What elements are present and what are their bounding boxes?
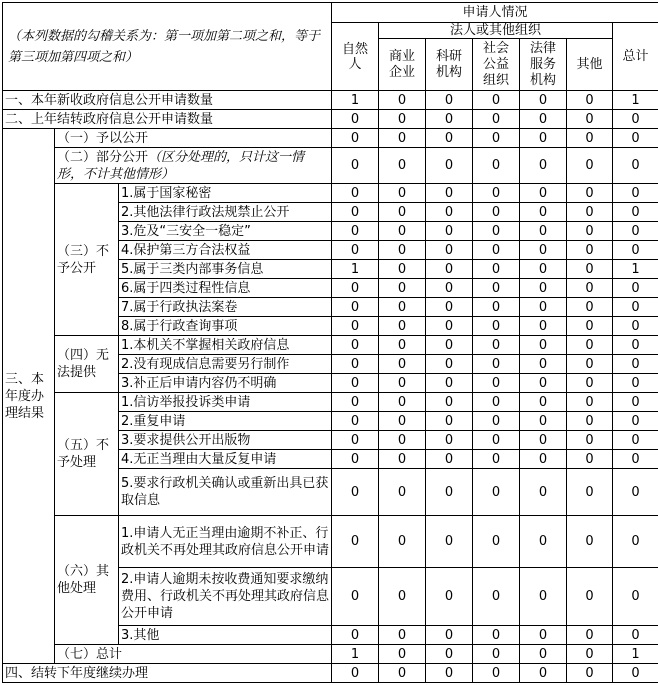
value-cell: 0: [379, 374, 426, 393]
value-cell: 0: [332, 317, 379, 336]
value-cell: 0: [520, 568, 567, 626]
value-cell: 0: [332, 241, 379, 260]
value-cell: 0: [332, 374, 379, 393]
value-cell: 0: [332, 664, 379, 683]
value-cell: 0: [520, 393, 567, 412]
value-cell: 0: [613, 279, 658, 298]
value-cell: 1: [332, 91, 379, 110]
value-cell: 0: [379, 516, 426, 568]
value-cell: 0: [520, 516, 567, 568]
group-label-other-handling: （六）其他处理: [55, 516, 119, 645]
value-cell: 0: [426, 148, 473, 184]
value-cell: 0: [332, 469, 379, 516]
value-cell: 0: [379, 431, 426, 450]
row-label: 2.申请人逾期未按收费通知要求缴纳费用、行政机关不再处理其政府信息公开申请: [119, 568, 332, 626]
row-label: （七）总计: [55, 645, 332, 664]
value-cell: 0: [520, 469, 567, 516]
value-cell: 0: [520, 664, 567, 683]
value-cell: 0: [473, 222, 520, 241]
table-row-no-correction: [3, 516, 658, 568]
value-cell: 0: [567, 431, 613, 450]
value-cell: 0: [426, 568, 473, 626]
value-cell: 0: [332, 393, 379, 412]
value-cell: 0: [379, 317, 426, 336]
value-cell: 0: [473, 91, 520, 110]
table-row-petition-type: [3, 393, 658, 412]
value-cell: 0: [473, 184, 520, 203]
value-cell: 0: [520, 241, 567, 260]
value-cell: 0: [473, 110, 520, 129]
value-cell: 0: [332, 222, 379, 241]
header-row-applicant: [3, 3, 658, 23]
group-label-not-processed: （五）不予处理: [55, 393, 119, 516]
value-cell: 0: [473, 374, 520, 393]
value-cell: 0: [613, 241, 658, 260]
value-cell: 0: [426, 222, 473, 241]
table-row-not-held: [3, 336, 658, 355]
row-label: 6.属于四类过程性信息: [119, 279, 332, 298]
value-cell: 0: [473, 317, 520, 336]
value-cell: 0: [379, 645, 426, 664]
header-col-research: 科研机构: [426, 39, 473, 91]
value-cell: 0: [520, 336, 567, 355]
table-row-carry-next-year: [3, 664, 658, 683]
value-cell: 0: [473, 148, 520, 184]
value-cell: 0: [613, 626, 658, 645]
value-cell: 0: [567, 260, 613, 279]
value-cell: 0: [426, 645, 473, 664]
value-cell: 0: [567, 568, 613, 626]
value-cell: 0: [473, 298, 520, 317]
value-cell: 0: [567, 148, 613, 184]
value-cell: 0: [379, 450, 426, 469]
row-label: 1.申请人无正当理由逾期不补正、行政机关不再处理其政府信息公开申请: [119, 516, 332, 568]
value-cell: 0: [473, 412, 520, 431]
value-cell: 0: [613, 393, 658, 412]
value-cell: 0: [567, 374, 613, 393]
value-cell: 0: [426, 626, 473, 645]
header-col-business: 商业企业: [379, 39, 426, 91]
value-cell: 1: [332, 260, 379, 279]
row-label: 3.补正后申请内容仍不明确: [119, 374, 332, 393]
row-label-note: （区分处理的，只计这一情形，不计其他情形）: [57, 150, 304, 182]
value-cell: 0: [567, 355, 613, 374]
value-cell: 0: [426, 279, 473, 298]
value-cell: 0: [520, 355, 567, 374]
value-cell: 0: [473, 450, 520, 469]
group-label-not-disclosed: （三）不予公开: [55, 184, 119, 336]
value-cell: 1: [613, 260, 658, 279]
row-label-text: （二）部分公开: [57, 150, 148, 165]
value-cell: 0: [473, 260, 520, 279]
table-row-partially-granted: [3, 148, 658, 184]
header-legal-org-group: 法人或其他组织: [379, 23, 613, 39]
value-cell: 0: [426, 469, 473, 516]
value-cell: 0: [426, 129, 473, 148]
row-label: 3.危及“三安全一稳定”: [119, 222, 332, 241]
value-cell: 0: [567, 241, 613, 260]
value-cell: 0: [520, 129, 567, 148]
row-label: 4.保护第三方合法权益: [119, 241, 332, 260]
value-cell: 0: [332, 184, 379, 203]
value-cell: 0: [332, 568, 379, 626]
value-cell: 0: [613, 184, 658, 203]
row-label: 二、上年结转政府信息公开申请数量: [3, 110, 332, 129]
value-cell: 0: [426, 374, 473, 393]
value-cell: 0: [473, 355, 520, 374]
value-cell: 1: [332, 645, 379, 664]
value-cell: 0: [473, 469, 520, 516]
value-cell: 0: [332, 129, 379, 148]
row-label: 8.属于行政查询事项: [119, 317, 332, 336]
row-label: 2.没有现成信息需要另行制作: [119, 355, 332, 374]
value-cell: 0: [520, 645, 567, 664]
value-cell: 0: [426, 203, 473, 222]
value-cell: 0: [379, 298, 426, 317]
value-cell: 1: [613, 91, 658, 110]
value-cell: 0: [426, 431, 473, 450]
value-cell: 0: [426, 91, 473, 110]
value-cell: 0: [567, 450, 613, 469]
value-cell: 0: [426, 260, 473, 279]
value-cell: 0: [567, 317, 613, 336]
value-cell: 0: [379, 412, 426, 431]
value-cell: 0: [473, 626, 520, 645]
value-cell: 0: [613, 298, 658, 317]
row-label: 4.无正当理由大量反复申请: [119, 450, 332, 469]
value-cell: 0: [567, 110, 613, 129]
value-cell: 0: [473, 336, 520, 355]
section-label-annual-result: 三、本年度办理结果: [3, 129, 55, 664]
value-cell: 0: [379, 110, 426, 129]
value-cell: 0: [567, 412, 613, 431]
value-cell: 0: [379, 241, 426, 260]
value-cell: 0: [379, 279, 426, 298]
value-cell: 0: [520, 298, 567, 317]
value-cell: 0: [332, 298, 379, 317]
value-cell: 0: [426, 412, 473, 431]
value-cell: 0: [473, 516, 520, 568]
value-cell: 0: [473, 279, 520, 298]
value-cell: 0: [520, 431, 567, 450]
value-cell: 0: [567, 298, 613, 317]
value-cell: 0: [379, 664, 426, 683]
value-cell: 0: [520, 374, 567, 393]
value-cell: 0: [613, 129, 658, 148]
value-cell: 0: [613, 469, 658, 516]
value-cell: 0: [426, 317, 473, 336]
value-cell: 0: [520, 450, 567, 469]
row-label: （一）予以公开: [55, 129, 332, 148]
header-col-public-welfare: 社会公益组织: [473, 39, 520, 91]
value-cell: 0: [332, 279, 379, 298]
value-cell: 0: [473, 568, 520, 626]
reconciliation-note-cell: （本列数据的勾稽关系为：第一项加第二项之和，等于第三项加第四项之和）: [3, 3, 332, 91]
value-cell: 0: [379, 184, 426, 203]
value-cell: 0: [379, 336, 426, 355]
value-cell: 0: [567, 336, 613, 355]
value-cell: 0: [520, 91, 567, 110]
value-cell: 0: [332, 412, 379, 431]
value-cell: 0: [567, 664, 613, 683]
value-cell: 0: [379, 203, 426, 222]
header-applicant-situation: 申请人情况: [332, 3, 658, 23]
value-cell: 0: [426, 664, 473, 683]
table-row-state-secret: [3, 184, 658, 203]
value-cell: 0: [613, 431, 658, 450]
value-cell: 0: [332, 626, 379, 645]
header-col-total: 总计: [613, 23, 658, 91]
value-cell: 0: [520, 260, 567, 279]
disclosure-statistics-table: [2, 2, 658, 683]
value-cell: 0: [613, 664, 658, 683]
value-cell: 0: [473, 431, 520, 450]
row-label: 1.信访举报投诉类申请: [119, 393, 332, 412]
value-cell: 0: [426, 241, 473, 260]
row-label: [55, 148, 332, 184]
value-cell: 0: [379, 355, 426, 374]
table-row-carried-over: [3, 110, 658, 129]
value-cell: 0: [520, 110, 567, 129]
value-cell: 0: [613, 450, 658, 469]
row-label: 3.其他: [119, 626, 332, 645]
value-cell: 0: [567, 516, 613, 568]
value-cell: 0: [332, 203, 379, 222]
value-cell: 0: [332, 516, 379, 568]
value-cell: 0: [520, 279, 567, 298]
value-cell: 0: [520, 412, 567, 431]
value-cell: 0: [379, 393, 426, 412]
value-cell: 0: [520, 203, 567, 222]
value-cell: 0: [613, 203, 658, 222]
value-cell: 0: [613, 336, 658, 355]
value-cell: 0: [332, 431, 379, 450]
row-label: 3.要求提供公开出版物: [119, 431, 332, 450]
value-cell: 0: [332, 336, 379, 355]
value-cell: 0: [332, 110, 379, 129]
value-cell: 0: [426, 184, 473, 203]
value-cell: 0: [379, 222, 426, 241]
value-cell: 0: [520, 222, 567, 241]
value-cell: 0: [520, 184, 567, 203]
value-cell: 0: [473, 241, 520, 260]
value-cell: 0: [613, 148, 658, 184]
row-label: 1.属于国家秘密: [119, 184, 332, 203]
value-cell: 0: [567, 184, 613, 203]
row-label: 一、本年新收政府信息公开申请数量: [3, 91, 332, 110]
value-cell: 0: [379, 469, 426, 516]
value-cell: 0: [473, 393, 520, 412]
table-row-granted: [3, 129, 658, 148]
value-cell: 0: [473, 203, 520, 222]
row-label: 四、结转下年度继续办理: [3, 664, 332, 683]
value-cell: 0: [567, 626, 613, 645]
value-cell: 0: [332, 355, 379, 374]
group-label-unable-provide: （四）无法提供: [55, 336, 119, 393]
value-cell: 0: [613, 568, 658, 626]
value-cell: 0: [613, 374, 658, 393]
row-label: 7.属于行政执法案卷: [119, 298, 332, 317]
value-cell: 0: [426, 516, 473, 568]
value-cell: 0: [473, 664, 520, 683]
value-cell: 0: [379, 260, 426, 279]
row-label: 2.其他法律行政法规禁止公开: [119, 203, 332, 222]
value-cell: 0: [426, 355, 473, 374]
table-row-subtotal: [3, 645, 658, 664]
value-cell: 0: [567, 129, 613, 148]
value-cell: 0: [567, 91, 613, 110]
value-cell: 0: [567, 645, 613, 664]
value-cell: 0: [426, 336, 473, 355]
value-cell: 0: [613, 516, 658, 568]
value-cell: 0: [520, 148, 567, 184]
value-cell: 0: [379, 568, 426, 626]
header-col-natural-person: 自然人: [332, 23, 379, 91]
value-cell: 0: [613, 412, 658, 431]
header-col-legal-service: 法律服务机构: [520, 39, 567, 91]
value-cell: 0: [567, 279, 613, 298]
value-cell: 0: [567, 203, 613, 222]
value-cell: 0: [613, 110, 658, 129]
row-label: 5.属于三类内部事务信息: [119, 260, 332, 279]
value-cell: 0: [379, 129, 426, 148]
row-label: 2.重复申请: [119, 412, 332, 431]
value-cell: 0: [613, 222, 658, 241]
value-cell: 0: [567, 393, 613, 412]
value-cell: 0: [332, 450, 379, 469]
value-cell: 0: [426, 450, 473, 469]
value-cell: 0: [379, 148, 426, 184]
value-cell: 0: [379, 626, 426, 645]
value-cell: 0: [473, 129, 520, 148]
value-cell: 0: [426, 393, 473, 412]
header-col-other: 其他: [567, 39, 613, 91]
value-cell: 0: [520, 317, 567, 336]
value-cell: 0: [332, 148, 379, 184]
value-cell: 0: [613, 355, 658, 374]
value-cell: 1: [613, 645, 658, 664]
value-cell: 0: [473, 645, 520, 664]
value-cell: 0: [426, 110, 473, 129]
value-cell: 0: [567, 469, 613, 516]
value-cell: 0: [567, 222, 613, 241]
row-label: 5.要求行政机关确认或重新出具已获取信息: [119, 469, 332, 516]
value-cell: 0: [379, 91, 426, 110]
table-row-new-requests: [3, 91, 658, 110]
value-cell: 0: [613, 317, 658, 336]
value-cell: 0: [520, 626, 567, 645]
value-cell: 0: [426, 298, 473, 317]
row-label: 1.本机关不掌握相关政府信息: [119, 336, 332, 355]
